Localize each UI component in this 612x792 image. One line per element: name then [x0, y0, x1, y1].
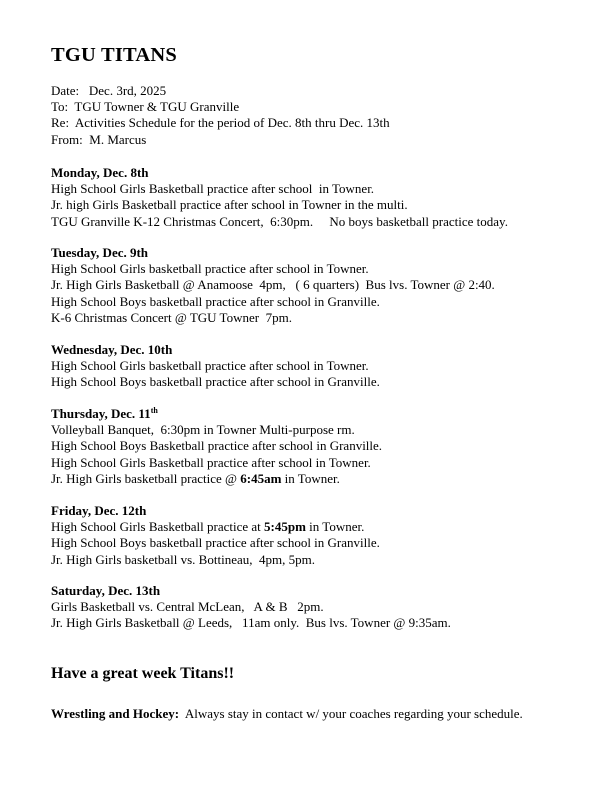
- day-heading: Wednesday, Dec. 10th: [51, 342, 173, 357]
- schedule-line: K-6 Christmas Concert @ TGU Towner 7pm.: [51, 309, 292, 325]
- line-text: in Towner.: [281, 470, 340, 486]
- day-heading: Saturday, Dec. 13th: [51, 583, 161, 598]
- schedule-line: High School Boys basketball practice after school in Granville.: [51, 293, 380, 309]
- schedule-thursday: [51, 406, 382, 487]
- schedule-line: High School Girls Basketball practice after school in Towner.: [51, 454, 371, 470]
- schedule-line: Jr. High Girls basketball vs. Bottineau, 4pm, 5pm.: [51, 551, 315, 567]
- memo-re: Re: Activities Schedule for the period of Dec. 8th thru Dec. 13th: [51, 115, 390, 131]
- memo-header: [51, 83, 390, 148]
- line-text: in Towner.: [305, 519, 365, 535]
- schedule-saturday: [51, 583, 451, 632]
- day-heading-suffix: th: [150, 406, 158, 415]
- day-heading-text: Thursday, Dec. 11: [51, 406, 151, 421]
- highlight-time: 6:45am: [240, 470, 282, 486]
- page-title: TGU TITANS: [51, 44, 177, 66]
- schedule-friday: [51, 503, 380, 568]
- footer-note: [51, 706, 523, 722]
- schedule-line: Girls Basketball vs. Central McLean, A & B 2pm.: [51, 599, 324, 615]
- footer-text: Always stay in contact w/ your coaches regarding your schedule.: [179, 706, 523, 721]
- schedule-line: TGU Granville K-12 Christmas Concert, 6:30pm. No boys basketball practice today.: [51, 213, 508, 229]
- footer-label: Wrestling and Hockey:: [51, 706, 180, 721]
- schedule-line: Jr. High Girls Basketball @ Leeds, 11am only. Bus lvs. Towner @ 9:35am.: [51, 615, 451, 631]
- schedule-line: [51, 471, 382, 487]
- schedule-line: Jr. high Girls Basketball practice after school in Towner in the multi.: [51, 197, 408, 213]
- memo-to: To: TGU Towner & TGU Granville: [51, 99, 240, 115]
- schedule-line: High School Boys basketball practice after school in Granville.: [51, 374, 380, 390]
- day-heading: Monday, Dec. 8th: [51, 165, 149, 180]
- schedule-line: High School Girls basketball practice after school in Towner.: [51, 358, 369, 374]
- schedule-line: High School Boys Basketball practice after school in Granville.: [51, 438, 383, 454]
- memo-date: Date: Dec. 3rd, 2025: [51, 83, 167, 98]
- schedule-line: Jr. High Girls Basketball @ Anamoose 4pm, ( 6 quarters) Bus lvs. Towner @ 2:40.: [51, 277, 495, 293]
- schedule-line: High School Girls basketball practice after school in Towner.: [51, 261, 369, 277]
- highlight-time: 5:45pm: [264, 519, 306, 535]
- schedule-line: [51, 519, 380, 535]
- schedule-wednesday: [51, 342, 380, 391]
- line-text: High School Girls Basketball practice at: [51, 519, 265, 535]
- day-heading: [51, 406, 382, 422]
- day-heading: Friday, Dec. 12th: [51, 503, 147, 518]
- schedule-tuesday: [51, 245, 495, 326]
- schedule-monday: [51, 165, 508, 230]
- memo-from: From: M. Marcus: [51, 131, 147, 147]
- day-heading: Tuesday, Dec. 9th: [51, 245, 149, 260]
- schedule-line: Volleyball Banquet, 6:30pm in Towner Multi-purpose rm.: [51, 422, 355, 438]
- schedule-line: High School Boys basketball practice after school in Granville.: [51, 535, 380, 551]
- schedule-line: High School Girls Basketball practice after school in Towner.: [51, 181, 375, 197]
- closing-message: Have a great week Titans!!: [51, 665, 235, 682]
- line-text: Jr. High Girls basketball practice @: [51, 470, 241, 486]
